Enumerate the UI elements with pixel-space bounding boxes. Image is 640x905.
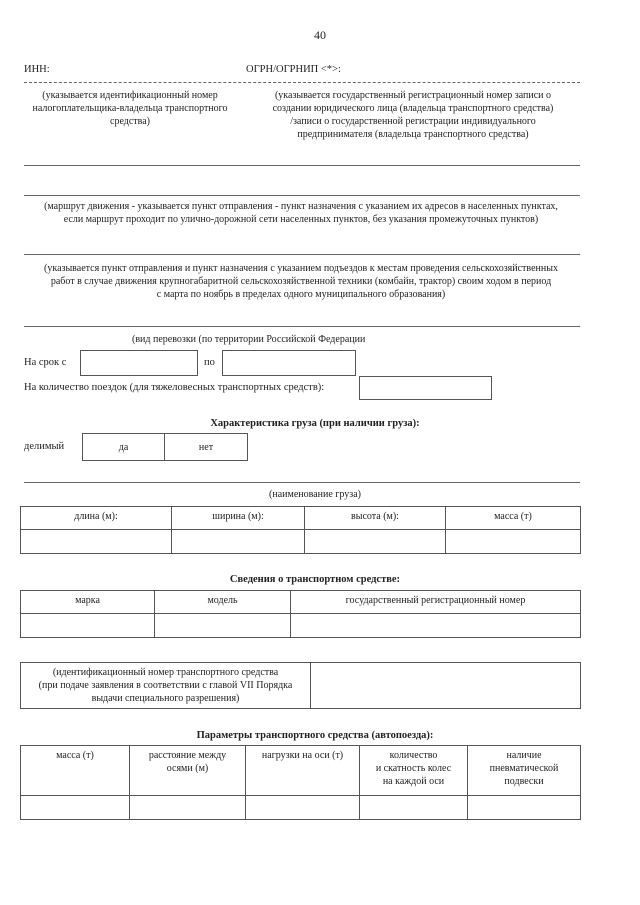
divisible-yes-cell[interactable]: [82, 433, 165, 461]
params-table: [20, 745, 581, 820]
vehicle-mass-cell[interactable]: [21, 796, 130, 820]
header-height: высота (м):: [305, 507, 446, 530]
inn-ogrn-line: [24, 82, 580, 83]
height-cell[interactable]: [305, 530, 446, 554]
page-number: 40: [314, 28, 326, 42]
divisible-label: делимый: [24, 441, 65, 452]
header-reg-number: государственный регистрационный номер: [291, 591, 581, 614]
route-line-2: [24, 195, 580, 196]
header-axle-distance: расстояние между осями (м): [130, 746, 246, 796]
transport-type-hint: (вид перевозки (по территории Российской Федерации: [132, 334, 366, 345]
vehicle-table: [20, 590, 581, 638]
table-row: [21, 746, 581, 796]
header-width: ширина (м):: [172, 507, 305, 530]
vin-table: [20, 662, 581, 709]
length-cell[interactable]: [21, 530, 172, 554]
table-row: [21, 796, 581, 820]
mass-cell[interactable]: [446, 530, 581, 554]
ogrn-hint: (указывается государственный регистрационный номер записи о создании юридического лица (владельца транспортного средства) /записи о государственной регистрации индивидуального предпринимателя (владельца транспортного средства): [272, 90, 554, 140]
divisible-yes-label: да: [118, 442, 129, 453]
params-title: Параметры транспортного средства (автопоезда):: [196, 730, 434, 741]
header-wheels: количество и скатность колес на каждой оси: [360, 746, 468, 796]
inn-hint: (указывается идентификационный номер налогоплательщика-владельца транспортного средства): [32, 90, 228, 127]
period-label: На срок с: [24, 357, 67, 368]
axle-load-cell[interactable]: [246, 796, 360, 820]
route-hint: (маршрут движения - указывается пункт отправления - пункт назначения с указанием их адресов в населенных пунктах, если маршрут проходит по улично-дорожной сети населенных пунктов, без указания промежуточных пунктов): [44, 201, 558, 225]
table-row: [21, 530, 581, 554]
vehicle-title: Сведения о транспортном средстве:: [229, 574, 401, 585]
header-vehicle-mass: масса (т): [21, 746, 130, 796]
vin-cell[interactable]: [311, 663, 581, 709]
header-pneumatic: наличие пневматической подвески: [468, 746, 581, 796]
period-to-input[interactable]: [222, 350, 356, 376]
header-brand: марка: [21, 591, 155, 614]
cargo-name-line: [24, 482, 580, 483]
model-cell[interactable]: [155, 614, 291, 638]
divisible-no-cell[interactable]: [164, 433, 248, 461]
axle-distance-cell[interactable]: [130, 796, 246, 820]
reg-number-cell[interactable]: [291, 614, 581, 638]
ogrn-label: ОГРН/ОГРНИП <*>:: [246, 64, 341, 75]
table-row: [21, 663, 581, 709]
cargo-title: Характеристика груза (при наличии груза):: [210, 418, 420, 429]
trips-label: На количество поездок (для тяжеловесных транспортных средств):: [24, 382, 325, 393]
route-line-1: [24, 165, 580, 166]
vin-hint: (идентификационный номер транспортного средства (при подаче заявления в соответствии с главой VII Порядка выдачи специального разрешения): [21, 663, 311, 709]
divisible-no-label: нет: [198, 442, 214, 453]
agri-line: [24, 254, 580, 255]
period-from-input[interactable]: [80, 350, 198, 376]
cargo-dimensions-table: [20, 506, 581, 554]
wheels-cell[interactable]: [360, 796, 468, 820]
trips-input[interactable]: [359, 376, 492, 400]
inn-label: ИНН:: [24, 64, 50, 75]
brand-cell[interactable]: [21, 614, 155, 638]
table-row: [21, 507, 581, 530]
agri-hint: (указывается пункт отправления и пункт назначения с указанием подъездов к местам проведения сельскохозяйственных работ в случае движения крупногабаритной сельскохозяйственной техники (комбайн, трактор) своим ходом в период с марта по ноябрь в пределах одного муниципального образования): [44, 263, 558, 300]
header-model: модель: [155, 591, 291, 614]
header-mass: масса (т): [446, 507, 581, 530]
table-row: [21, 591, 581, 614]
transport-type-line: [24, 326, 580, 327]
header-length: длина (м):: [21, 507, 172, 530]
pneumatic-cell[interactable]: [468, 796, 581, 820]
cargo-name-hint: (наименование груза): [269, 489, 361, 500]
width-cell[interactable]: [172, 530, 305, 554]
period-to-label: по: [204, 357, 215, 368]
header-axle-load: нагрузки на оси (т): [246, 746, 360, 796]
table-row: [21, 614, 581, 638]
